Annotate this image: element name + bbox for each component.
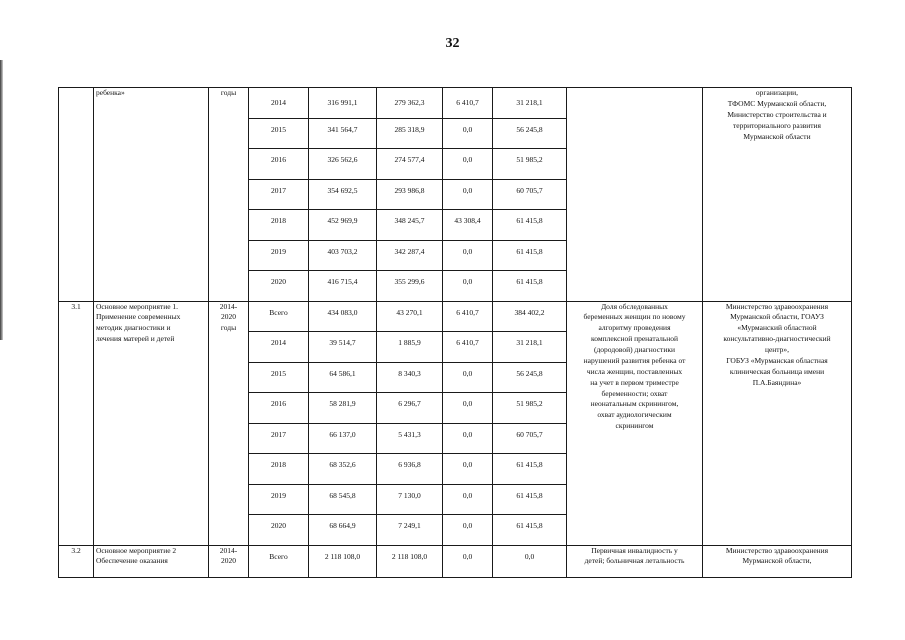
amount-other-cell: 0,0 — [493, 545, 567, 577]
amount-regional-cell: 348 245,7 — [377, 210, 443, 241]
amount-other-cell: 61 415,8 — [493, 454, 567, 485]
executors-cell — [703, 301, 852, 545]
amount-total-cell: 66 137,0 — [309, 423, 377, 454]
indicator-line: алгоритму проведения — [598, 323, 671, 333]
period-line: 2020 — [221, 556, 236, 566]
executor-line: консультативно-диагностический — [723, 334, 831, 344]
activity-name-cell — [94, 545, 209, 577]
table-row — [59, 88, 852, 119]
indicator-line: охват аудиологическим — [597, 410, 672, 420]
executor-line: территориального развития — [733, 120, 821, 130]
executor-line: центр», — [764, 345, 790, 354]
amount-regional-cell: 7 130,0 — [377, 484, 443, 515]
executor-line: Министерство здравоохранения — [725, 301, 829, 311]
amount-federal-cell: 0,0 — [443, 149, 493, 180]
amount-other-cell: 56 245,8 — [493, 362, 567, 393]
period-cell — [209, 545, 249, 577]
amount-federal-cell: 0,0 — [443, 393, 493, 424]
amount-regional-cell: 355 299,6 — [377, 271, 443, 302]
year-cell: 2016 — [249, 149, 309, 180]
amount-federal-cell: 0,0 — [443, 515, 493, 546]
indicator-line: Доля обследованных — [601, 301, 668, 311]
year-cell: 2019 — [249, 240, 309, 271]
number-cell: 3.1 — [59, 301, 94, 545]
indicator-cell — [567, 301, 703, 545]
indicator-line: комплексной пренатальной — [590, 334, 679, 344]
amount-total-cell: 58 281,9 — [309, 393, 377, 424]
period-cell: годы — [209, 88, 249, 302]
year-cell: 2015 — [249, 118, 309, 149]
amount-regional-cell: 2 118 108,0 — [377, 545, 443, 577]
amount-total-cell: 341 564,7 — [309, 118, 377, 149]
period-cell — [209, 301, 249, 545]
indicator-cell — [567, 545, 703, 577]
year-cell: 2018 — [249, 454, 309, 485]
amount-total-cell: 316 991,1 — [309, 88, 377, 119]
executor-line: Мурманской области, — [742, 556, 812, 566]
amount-total-cell: 2 118 108,0 — [309, 545, 377, 577]
amount-federal-cell: 0,0 — [443, 545, 493, 577]
activity-name-cell — [94, 301, 209, 545]
amount-regional-cell: 285 318,9 — [377, 118, 443, 149]
amount-regional-cell: 274 577,4 — [377, 149, 443, 180]
amount-federal-cell: 0,0 — [443, 118, 493, 149]
executor-line: Мурманской области, ГОАУЗ — [730, 312, 824, 322]
amount-other-cell: 51 985,2 — [493, 149, 567, 180]
number-cell — [59, 88, 94, 302]
number-cell: 3.2 — [59, 545, 94, 577]
indicator-line: беременности; охват — [601, 388, 668, 398]
amount-federal-cell: 0,0 — [443, 179, 493, 210]
executor-line: Мурманской области — [743, 131, 811, 141]
period-line: 2014- — [219, 301, 238, 311]
amount-federal-cell: 0,0 — [443, 454, 493, 485]
amount-federal-cell: 6 410,7 — [443, 332, 493, 363]
amount-other-cell: 31 218,1 — [493, 332, 567, 363]
amount-other-cell: 51 985,2 — [493, 393, 567, 424]
period-line: 2020 — [221, 312, 236, 322]
table-row — [59, 545, 852, 577]
amount-regional-cell: 1 885,9 — [377, 332, 443, 363]
activity-name-line: методик диагностики и — [96, 323, 171, 333]
amount-other-cell: 61 415,8 — [493, 210, 567, 241]
amount-other-cell: 61 415,8 — [493, 515, 567, 546]
indicator-line: беременных женщин по новому — [583, 312, 686, 322]
amount-regional-cell: 5 431,3 — [377, 423, 443, 454]
amount-total-cell: 68 545,8 — [309, 484, 377, 515]
year-cell: 2018 — [249, 210, 309, 241]
year-cell: 2014 — [249, 88, 309, 119]
amount-regional-cell: 342 287,4 — [377, 240, 443, 271]
year-cell: 2019 — [249, 484, 309, 515]
amount-other-cell: 31 218,1 — [493, 88, 567, 119]
scan-edge-shadow — [0, 60, 3, 340]
indicator-line: нарушений развития ребенка от — [583, 355, 686, 365]
year-cell: 2020 — [249, 271, 309, 302]
executors-cell — [703, 88, 852, 302]
amount-federal-cell: 6 410,7 — [443, 301, 493, 332]
amount-other-cell: 60 705,7 — [493, 423, 567, 454]
amount-federal-cell: 43 308,4 — [443, 210, 493, 241]
amount-federal-cell: 0,0 — [443, 484, 493, 515]
year-cell: 2017 — [249, 423, 309, 454]
amount-total-cell: 39 514,7 — [309, 332, 377, 363]
indicator-line: неонатальным скринингом, — [590, 399, 679, 409]
indicator-line: скринингом — [615, 421, 654, 431]
amount-other-cell: 56 245,8 — [493, 118, 567, 149]
executor-line: «Мурманский областной — [737, 323, 817, 333]
amount-other-cell: 384 402,2 — [493, 301, 567, 332]
amount-regional-cell: 7 249,1 — [377, 515, 443, 546]
amount-federal-cell: 0,0 — [443, 240, 493, 271]
year-cell: Всего — [249, 545, 309, 577]
period-line: годы — [220, 323, 237, 333]
indicator-line: Первичная инвалидность у — [591, 545, 678, 555]
amount-regional-cell: 279 362,3 — [377, 88, 443, 119]
amount-regional-cell: 8 340,3 — [377, 362, 443, 393]
amount-total-cell: 354 692,5 — [309, 179, 377, 210]
activity-name-line: Основное мероприятие 1. — [96, 301, 179, 311]
executors-cell — [703, 545, 852, 577]
indicator-cell — [567, 88, 703, 302]
executor-line: П.А.Баяндина» — [752, 377, 802, 387]
amount-regional-cell: 6 936,8 — [377, 454, 443, 485]
amount-regional-cell: 6 296,7 — [377, 393, 443, 424]
executor-line: Министерство строительства и — [727, 109, 827, 119]
amount-total-cell: 452 969,9 — [309, 210, 377, 241]
executor-line: Министерство здравоохранения — [725, 545, 829, 555]
amount-federal-cell: 6 410,7 — [443, 88, 493, 119]
executor-line: ГОБУЗ «Мурманская областная — [726, 355, 828, 365]
table-row — [59, 301, 852, 332]
page-number: 32 — [445, 36, 460, 51]
year-cell: 2014 — [249, 332, 309, 363]
amount-regional-cell: 293 986,8 — [377, 179, 443, 210]
executor-line: клиническая больница имени — [729, 366, 825, 376]
amount-total-cell: 64 586,1 — [309, 362, 377, 393]
amount-total-cell: 403 703,2 — [309, 240, 377, 271]
period-line: 2014- — [219, 545, 238, 555]
amount-other-cell: 61 415,8 — [493, 240, 567, 271]
amount-regional-cell: 43 270,1 — [377, 301, 443, 332]
indicator-line: детей; больничная летальность — [584, 556, 685, 566]
amount-federal-cell: 0,0 — [443, 271, 493, 302]
amount-total-cell: 434 083,0 — [309, 301, 377, 332]
year-cell: 2015 — [249, 362, 309, 393]
year-cell: 2017 — [249, 179, 309, 210]
activity-name-line: Обеспечение оказания — [96, 556, 168, 566]
activity-name-line: Применение современных — [96, 312, 181, 322]
indicator-line: (дородовой) диагностики — [593, 345, 675, 354]
activity-name-cell: ребенка» — [94, 88, 209, 302]
amount-federal-cell: 0,0 — [443, 423, 493, 454]
amount-federal-cell: 0,0 — [443, 362, 493, 393]
amount-total-cell: 416 715,4 — [309, 271, 377, 302]
amount-total-cell: 68 352,6 — [309, 454, 377, 485]
indicator-line: на учет в первом триместре — [590, 377, 679, 387]
amount-other-cell: 61 415,8 — [493, 271, 567, 302]
indicator-line: числа женщин, поставленных — [586, 366, 683, 376]
year-cell: Всего — [249, 301, 309, 332]
year-cell: 2020 — [249, 515, 309, 546]
executor-line: организации, — [755, 88, 799, 97]
activity-name-line: лечения матерей и детей — [96, 334, 175, 344]
amount-total-cell: 326 562,6 — [309, 149, 377, 180]
program-table — [58, 87, 852, 578]
amount-other-cell: 61 415,8 — [493, 484, 567, 515]
amount-total-cell: 68 664,9 — [309, 515, 377, 546]
activity-name-line: Основное мероприятие 2 — [96, 545, 177, 555]
year-cell: 2016 — [249, 393, 309, 424]
executor-line: ТФОМС Мурманской области, — [727, 98, 827, 108]
amount-other-cell: 60 705,7 — [493, 179, 567, 210]
